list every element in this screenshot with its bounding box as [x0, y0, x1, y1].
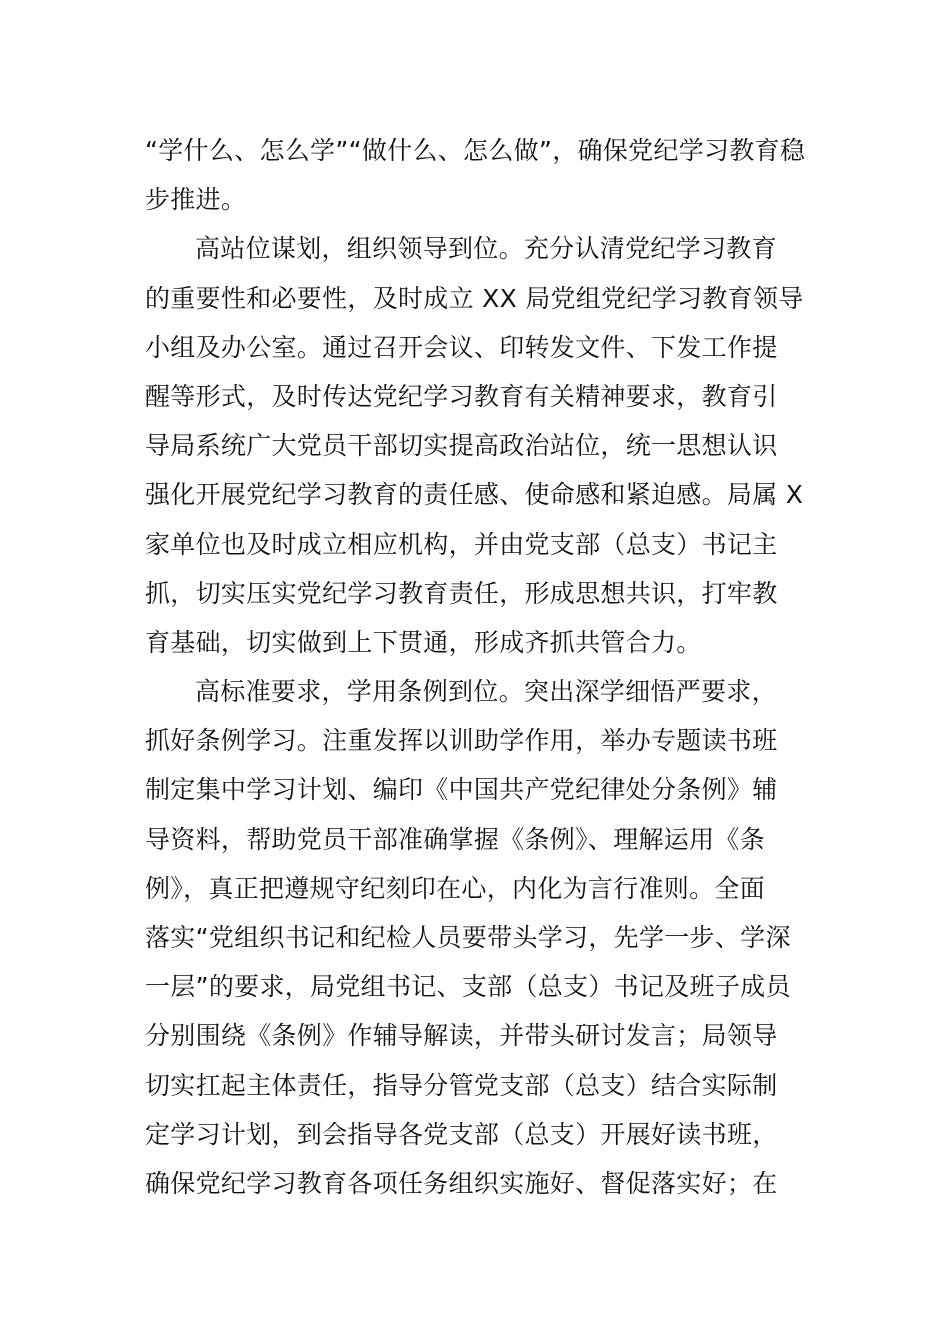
- text-line: 家单位也及时成立相应机构，并由党支部（总支）书记主: [145, 529, 778, 559]
- text-line: 小组及办公室。通过召开会议、印转发文件、下发工作提: [145, 332, 778, 362]
- text-line: 导局系统广大党员干部切实提高政治站位，统一思想认识: [145, 431, 778, 461]
- text-line: 定学习计划，到会指导各党支部（总支）开展好读书班，: [145, 1119, 778, 1149]
- paragraph-2: [145, 224, 811, 667]
- text-line: 育基础，切实做到上下贯通，形成齐抓共管合力。: [145, 627, 702, 657]
- text-line: 切实扛起主体责任，指导分管党支部（总支）结合实际制: [145, 1070, 778, 1100]
- text-line: 抓，切实压实党纪学习教育责任，形成思想共识，打牢教: [145, 578, 778, 608]
- paragraph-3: [145, 667, 811, 1208]
- text-line: 步推进。: [145, 185, 247, 215]
- text-line: 制定集中学习计划、编印《中国共产党纪律处分条例》辅: [145, 775, 778, 805]
- text-line: 导资料，帮助党员干部准确掌握《条例》、理解运用《条: [145, 824, 766, 854]
- text-line: “学什么、怎么学”“做什么、怎么做”，确保党纪学习教育稳: [145, 136, 806, 165]
- text-line: 确保党纪学习教育各项任务组织实施好、督促落实好；在: [145, 1168, 778, 1198]
- text-line: 醒等形式，及时传达党纪学习教育有关精神要求，教育引: [145, 381, 778, 411]
- text-line: 一层”的要求，局党组书记、支部（总支）书记及班子成员: [145, 972, 791, 1002]
- paragraph-1: [145, 126, 811, 224]
- text-line: 例》，真正把遵规守纪刻印在心，内化为言行准则。全面: [145, 873, 766, 903]
- text-line: 抓好条例学习。注重发挥以训助学作用，举办专题读书班: [145, 726, 778, 756]
- text-line: 强化开展党纪学习教育的责任感、使命感和紧迫感。局属 X: [145, 480, 804, 510]
- text-line: 分别围绕《条例》作辅导解读，并带头研讨发言；局领导: [145, 1021, 778, 1051]
- text-line: 高标准要求，学用条例到位。突出深学细悟严要求，: [195, 677, 777, 707]
- text-line: 落实“党组织书记和纪检人员要带头学习，先学一步、学深: [145, 923, 791, 952]
- document-body: [145, 126, 811, 1208]
- text-line: 高站位谋划，组织领导到位。充分认清党纪学习教育: [195, 234, 777, 264]
- text-line: 的重要性和必要性，及时成立 XX 局党组党纪学习教育领导: [145, 283, 804, 313]
